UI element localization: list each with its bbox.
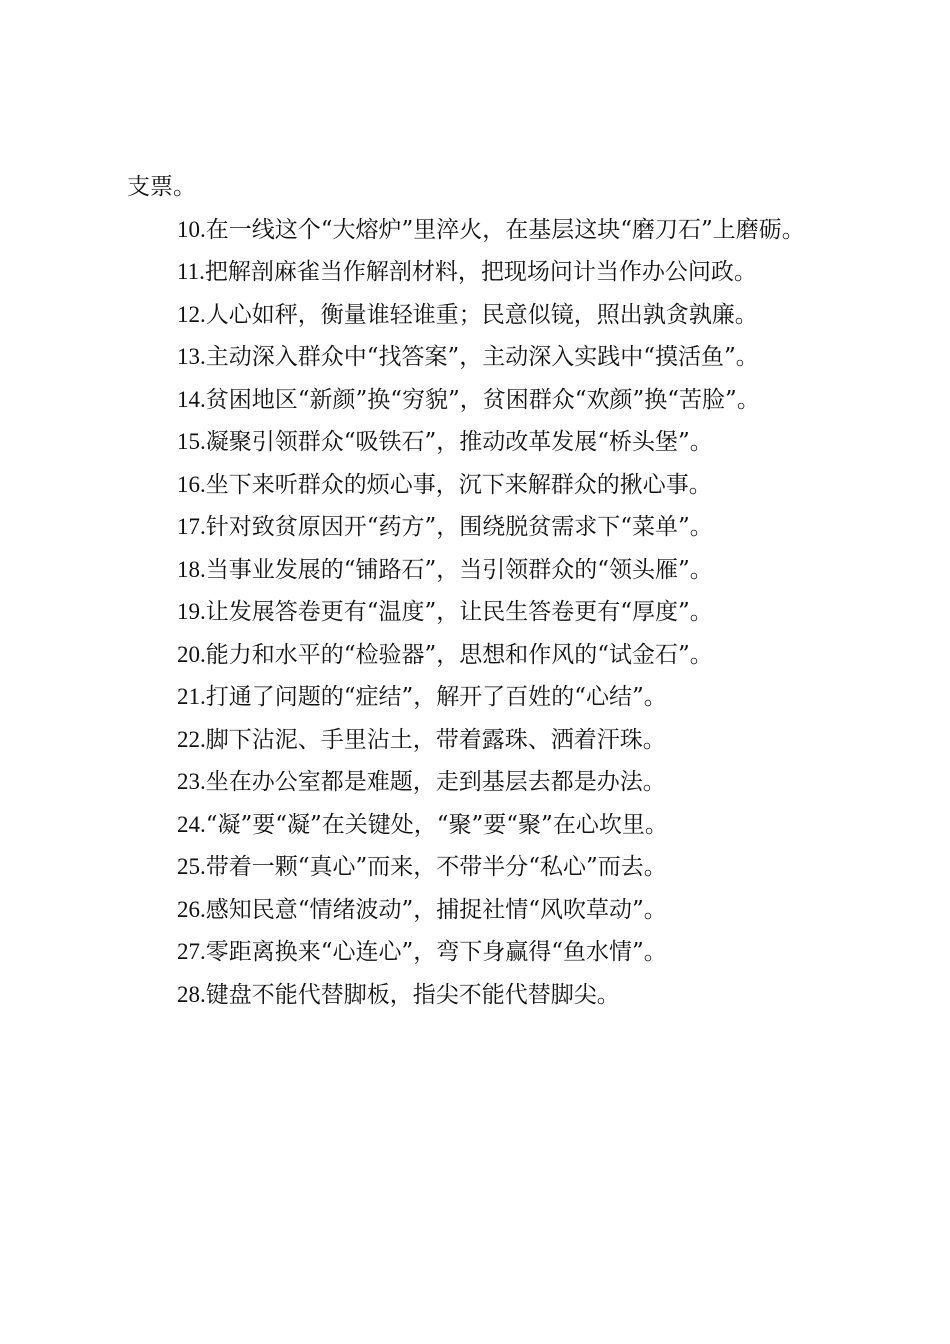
- item-text: 贫困地区“新颜”换“穷貌”，贫困群众“欢颜”换“苦脸”。: [205, 386, 760, 413]
- list-item: [127, 379, 827, 422]
- list-item: [127, 294, 827, 337]
- item-number: 23.: [177, 769, 206, 794]
- item-text: 打通了问题的“症结”，解开了百姓的“心结”。: [205, 684, 667, 710]
- item-number: 10.: [177, 216, 206, 242]
- item-text: 把解剖麻雀当作解剖材料，把现场问计当作办公问政。: [204, 259, 757, 285]
- item-number: 22.: [177, 726, 206, 752]
- item-number: 26.: [177, 896, 206, 922]
- item-number: 17.: [177, 514, 206, 539]
- list-item: [127, 974, 827, 1017]
- item-text: 主动深入群众中“找答案”，主动深入实践中“摸活鱼”。: [205, 344, 759, 370]
- list-item: [127, 591, 827, 634]
- item-text: 凝聚引领群众“吸铁石”，推动改革发展“桥头堡”。: [205, 429, 713, 455]
- item-text: 当事业发展的“铺路石”，当引领群众的“领头雁”。: [205, 556, 713, 583]
- list-item: [127, 804, 827, 847]
- list-item: [127, 634, 827, 677]
- item-number: 28.: [177, 981, 206, 1007]
- list-item: [127, 889, 827, 932]
- item-number: 12.: [177, 301, 206, 327]
- list-item: [127, 421, 827, 464]
- list-item: [127, 931, 827, 974]
- item-number: 25.: [177, 854, 206, 879]
- item-text: 在一线这个“大熔炉”里淬火，在基层这块“磨刀石”上磨砺。: [205, 216, 805, 243]
- list-item: [127, 209, 827, 252]
- item-text: 坐在办公室都是难题，走到基层去都是办法。: [205, 769, 666, 795]
- list-item: [127, 464, 827, 507]
- list-item: [127, 549, 827, 592]
- item-number: 21.: [177, 684, 206, 709]
- item-number: 14.: [177, 386, 206, 412]
- item-number: 20.: [177, 641, 206, 667]
- item-text: “凝”要“凝”在关键处，“聚”要“聚”在心坎里。: [205, 811, 668, 838]
- item-text: 针对致贫原因开“药方”，围绕脱贫需求下“菜单”。: [205, 514, 713, 540]
- item-text: 零距离换来“心连心”，弯下身赢得“鱼水情”。: [205, 939, 667, 965]
- item-text: 键盘不能代替脚板，指尖不能代替脚尖。: [205, 981, 620, 1008]
- continuation-line: 支票。: [127, 174, 196, 200]
- document-body: [127, 166, 827, 1016]
- list-item: [127, 336, 827, 379]
- item-text: 让发展答卷更有“温度”，让民生答卷更有“厚度”。: [205, 599, 713, 625]
- list-item: [127, 719, 827, 762]
- item-number: 27.: [177, 939, 206, 964]
- item-text: 坐下来听群众的烦心事，沉下来解群众的揪心事。: [205, 471, 712, 498]
- list-item: [127, 761, 827, 804]
- item-text: 感知民意“情绪波动”，捕捉社情“风吹草动”。: [205, 896, 667, 923]
- list-item: [127, 506, 827, 549]
- item-number: 11.: [177, 259, 205, 284]
- item-text: 能力和水平的“检验器”，思想和作风的“试金石”。: [205, 641, 713, 668]
- list-item: [127, 846, 827, 889]
- item-number: 15.: [177, 429, 206, 454]
- item-text: 人心如秤，衡量谁轻谁重；民意似镜，照出孰贪孰廉。: [205, 301, 758, 328]
- item-text: 带着一颗“真心”而来，不带半分“私心”而去。: [205, 854, 667, 880]
- item-number: 19.: [177, 599, 206, 624]
- list-item: [127, 251, 827, 294]
- item-text: 脚下沾泥、手里沾土，带着露珠、洒着汗珠。: [205, 726, 666, 753]
- list-item: [127, 676, 827, 719]
- item-number: 16.: [177, 471, 206, 497]
- item-number: 13.: [177, 344, 206, 369]
- item-number: 18.: [177, 556, 206, 582]
- item-number: 24.: [177, 811, 206, 837]
